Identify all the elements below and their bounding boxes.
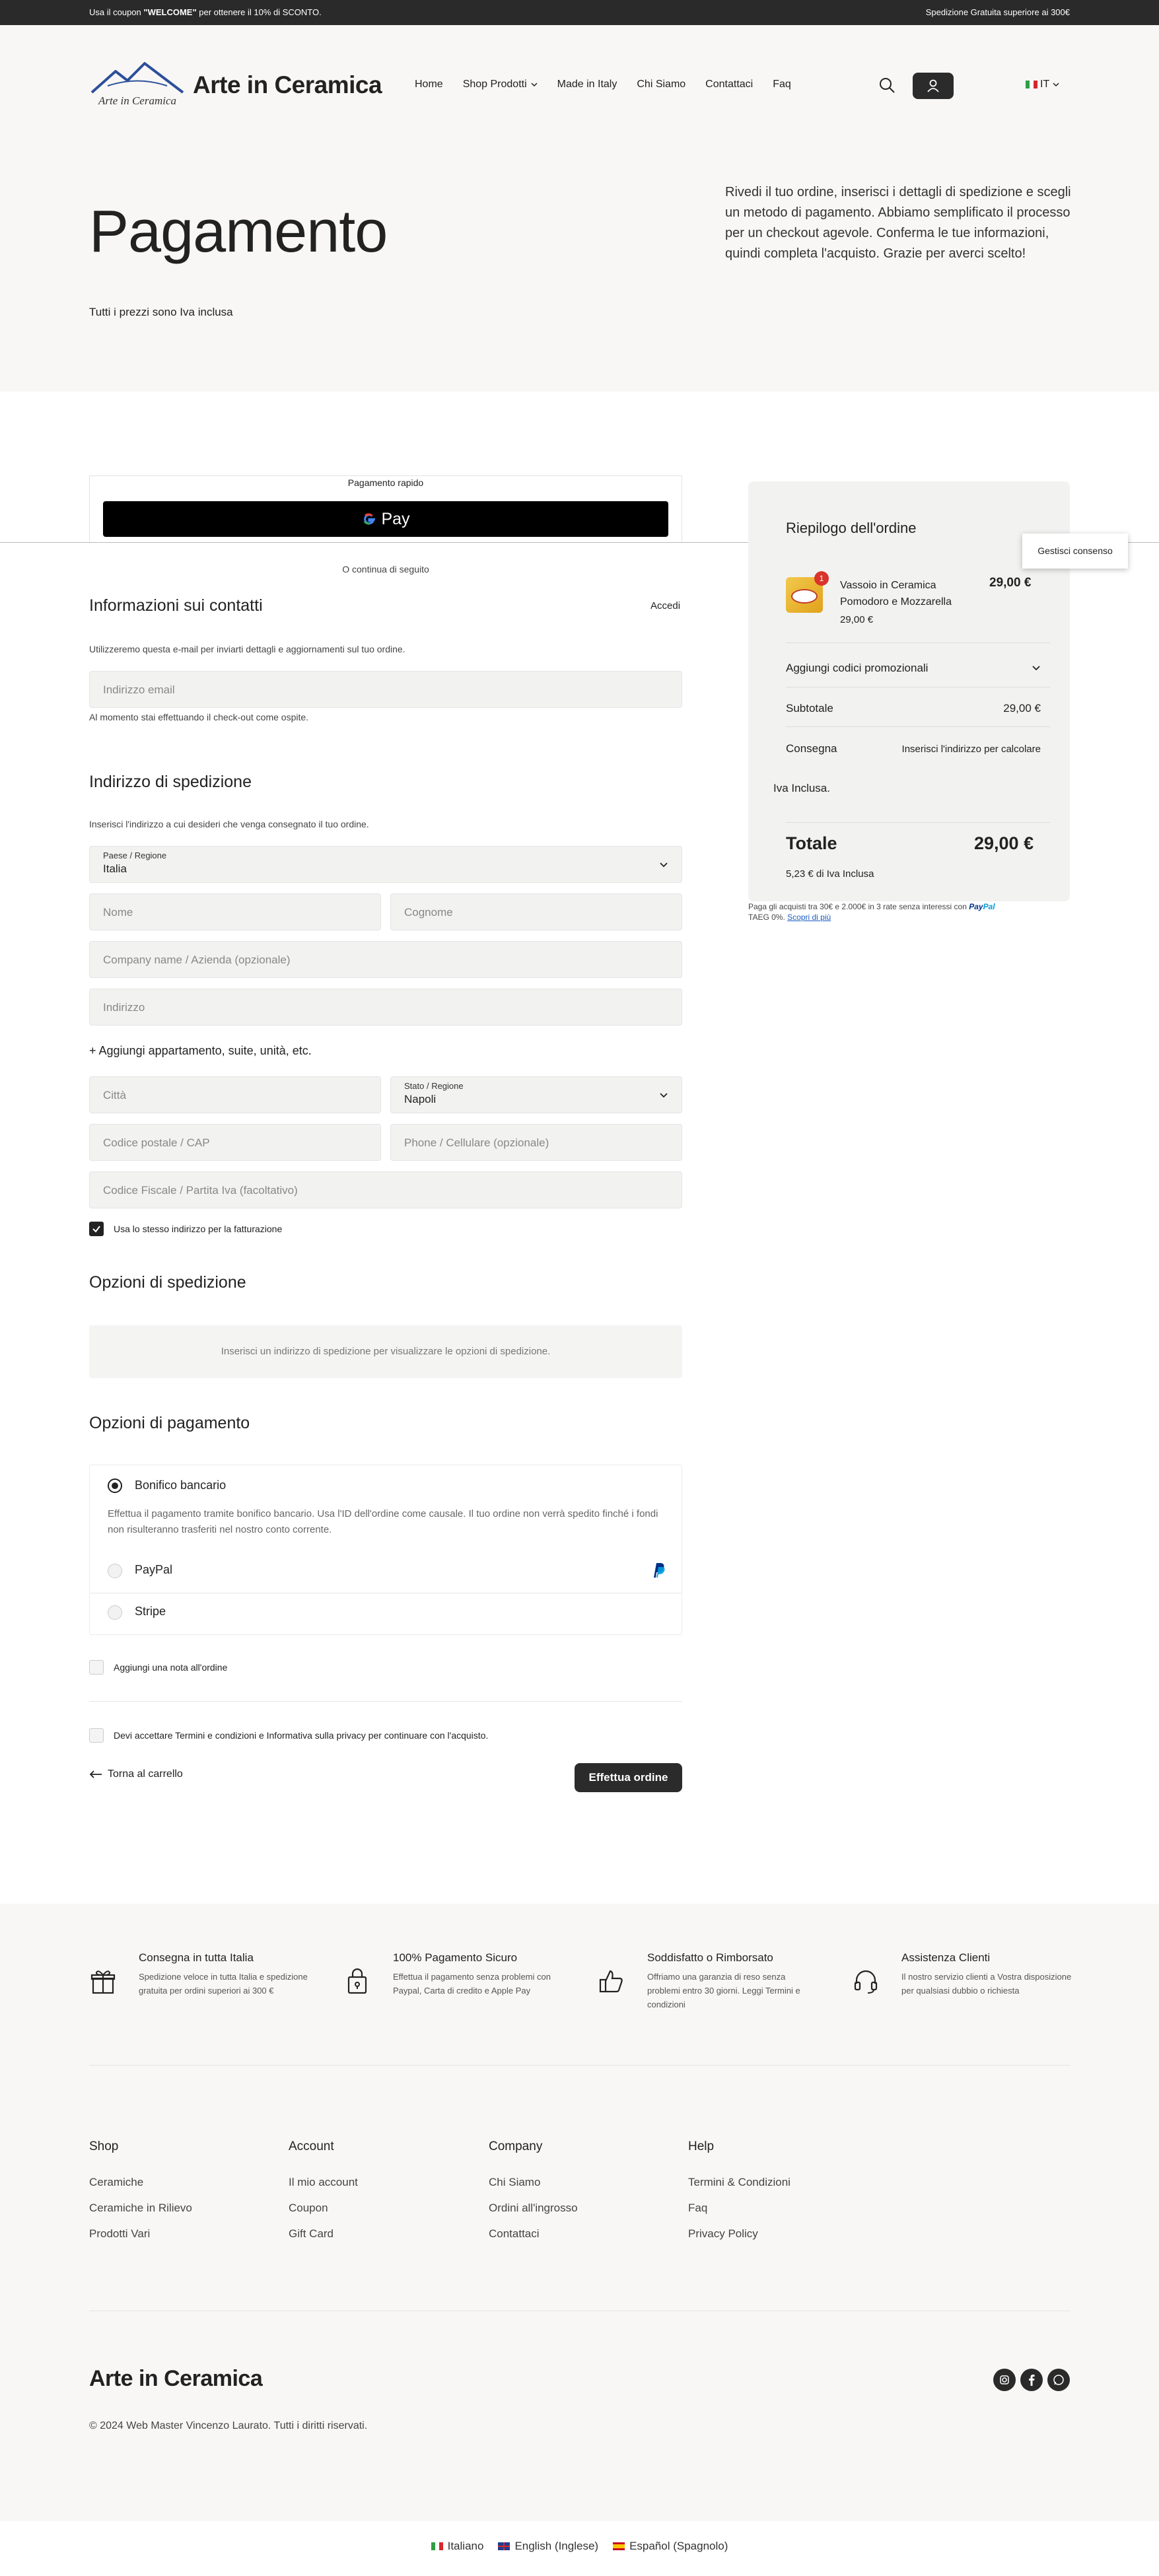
add-apartment-link[interactable]: + Aggiungi appartamento, suite, unità, etc. bbox=[89, 1044, 312, 1057]
footer-link[interactable]: Coupon bbox=[289, 2202, 328, 2214]
paypal-installments-note: Paga gli acquisti tra 30€ e 2.000€ in 3 rate senza interessi con PayPal TAEG 0%. Scopri di più bbox=[748, 902, 995, 922]
feature-delivery: Consegna in tutta Italia Spedizione veloce in tutta Italia e spedizione gratuita per ordini superiori ai 300 € bbox=[139, 1951, 308, 1996]
prices-note: Tutti i prezzi sono Iva inclusa bbox=[89, 306, 233, 318]
hero-intro: Rivedi il tuo ordine, inserisci i dettagli di spedizione e scegli un metodo di pagamento. Abbiamo semplificato il processo per un checkout agevole. Conferma le tue informazioni, quindi completa l'acquisto. Grazie per averci scelto! bbox=[725, 185, 1071, 261]
nav-shop[interactable]: Shop Prodotti bbox=[463, 79, 538, 90]
language-bar bbox=[0, 2521, 1159, 2576]
announcement-bar bbox=[0, 0, 1159, 25]
last-name-field[interactable]: Cognome bbox=[390, 893, 682, 930]
product-thumbnail bbox=[786, 574, 824, 613]
terms-checkbox[interactable] bbox=[89, 1728, 104, 1743]
express-checkout bbox=[89, 475, 682, 543]
place-order-button[interactable]: Effettua ordine bbox=[575, 1763, 682, 1792]
thumbs-up-icon bbox=[598, 1968, 625, 1996]
divider-line bbox=[786, 822, 1050, 823]
order-summary bbox=[748, 481, 1070, 901]
footer-link[interactable]: Ceramiche bbox=[89, 2176, 144, 2188]
copyright: © 2024 Web Master Vincenzo Laurato. Tutti i diritti riservati. bbox=[89, 2420, 368, 2431]
feature-secure-payment: 100% Pagamento Sicuro Effettua il pagamento senza problemi con Paypal, Carta di credito e Apple Pay bbox=[393, 1951, 551, 1996]
country-select[interactable]: Paese / Regione Italia bbox=[89, 846, 682, 883]
logo-text: Arte in Ceramica bbox=[98, 94, 177, 107]
address-field[interactable]: Indirizzo bbox=[89, 989, 682, 1026]
free-shipping-notice: Spedizione Gratuita superiore ai 300€ bbox=[925, 7, 1070, 17]
bank-transfer-label[interactable]: Bonifico bancario bbox=[135, 1479, 227, 1492]
main-nav bbox=[415, 79, 791, 90]
quantity-badge: 1 bbox=[814, 571, 829, 586]
footer-link[interactable]: Faq bbox=[688, 2202, 708, 2214]
google-g-icon bbox=[361, 511, 377, 527]
stripe-label[interactable]: Stripe bbox=[135, 1605, 166, 1618]
italy-flag-icon bbox=[431, 2542, 443, 2550]
page-title: Pagamento bbox=[89, 199, 388, 265]
order-summary-title: Riepilogo dell'ordine bbox=[786, 520, 917, 536]
postcode-field[interactable]: Codice postale / CAP bbox=[89, 1124, 381, 1161]
order-note-label: Aggiungi una nota all'ordine bbox=[114, 1662, 228, 1673]
italy-flag-icon bbox=[1026, 81, 1037, 88]
express-checkout-label: Pagamento rapido bbox=[347, 477, 424, 488]
nav-made-in-italy[interactable]: Made in Italy bbox=[557, 79, 617, 90]
paypal-logo: PayPal bbox=[969, 902, 995, 911]
payment-methods bbox=[89, 1465, 682, 1635]
city-field[interactable]: Città bbox=[89, 1076, 381, 1113]
learn-more-link[interactable]: Scopri di più bbox=[787, 913, 831, 922]
divider-line bbox=[89, 1701, 682, 1702]
whatsapp-icon[interactable] bbox=[1047, 2369, 1070, 2391]
brand-name[interactable]: Arte in Ceramica bbox=[193, 71, 382, 98]
product-total: 29,00 € bbox=[989, 576, 1032, 590]
shipping-address-title: Indirizzo di spedizione bbox=[89, 773, 252, 791]
total-label: Totale bbox=[786, 833, 837, 853]
uk-flag-icon bbox=[498, 2542, 510, 2550]
footer-brand[interactable]: Arte in Ceramica bbox=[89, 2366, 263, 2391]
shipping-options-title: Opzioni di spedizione bbox=[89, 1273, 246, 1292]
total-value: 29,00 € bbox=[974, 833, 1034, 853]
feature-support: Assistenza Clienti Il nostro servizio clienti a Vostra disposizione per qualsiasi dubbio o richiesta bbox=[901, 1951, 1072, 1996]
lock-bag-icon bbox=[343, 1968, 371, 1996]
phone-field[interactable]: Phone / Cellulare (opzionale) bbox=[390, 1124, 682, 1161]
footer-column-company: Company Chi Siamo Ordini all'ingrosso Contattaci bbox=[489, 2140, 578, 2240]
checkmark-icon bbox=[90, 1222, 103, 1236]
bank-transfer-description: Effettua il pagamento tramite bonifico bancario. Usa l'ID dell'ordine come causale. Il tuo ordine non verrà spedito finché i fondi non risulteranno trasferiti nel nostro conto corrente. bbox=[108, 1508, 658, 1535]
footer-link[interactable]: Privacy Policy bbox=[688, 2227, 758, 2240]
nav-chi-siamo[interactable]: Chi Siamo bbox=[637, 79, 686, 90]
footer-link[interactable]: Contattaci bbox=[489, 2227, 540, 2240]
facebook-icon[interactable] bbox=[1020, 2369, 1043, 2391]
language-english[interactable]: English (Inglese) bbox=[498, 2540, 598, 2553]
paypal-label[interactable]: PayPal bbox=[135, 1563, 173, 1576]
product-image bbox=[791, 589, 818, 604]
headset-icon bbox=[852, 1968, 880, 1996]
footer-link[interactable]: Prodotti Vari bbox=[89, 2227, 151, 2240]
search-icon[interactable] bbox=[877, 75, 897, 95]
shipping-options-placeholder: Inserisci un indirizzo di spedizione per visualizzare le opzioni di spedizione. bbox=[89, 1325, 682, 1378]
login-link[interactable]: Accedi bbox=[650, 600, 681, 611]
chevron-down-icon bbox=[1032, 664, 1041, 672]
account-button[interactable] bbox=[913, 73, 954, 99]
footer-column-help: Help Termini & Condizioni Faq Privacy Policy bbox=[688, 2140, 790, 2240]
same-billing-label: Usa lo stesso indirizzo per la fatturazione bbox=[114, 1224, 283, 1234]
chevron-down-icon bbox=[1052, 81, 1060, 88]
contact-description: Utilizzeremo questa e-mail per inviarti dettagli e aggiornamenti sul tuo ordine. bbox=[89, 644, 405, 654]
tax-code-field[interactable]: Codice Fiscale / Partita Iva (facoltativo) bbox=[89, 1171, 682, 1208]
divider-line bbox=[786, 726, 1050, 727]
nav-home[interactable]: Home bbox=[415, 79, 443, 90]
spain-flag-icon bbox=[613, 2542, 625, 2550]
chevron-down-icon bbox=[659, 861, 668, 869]
same-billing-checkbox[interactable] bbox=[89, 1222, 104, 1236]
user-icon bbox=[926, 79, 940, 93]
paypal-radio[interactable] bbox=[108, 1564, 122, 1578]
arrow-left-icon bbox=[89, 1770, 102, 1779]
company-field[interactable]: Company name / Azienda (opzionale) bbox=[89, 941, 682, 978]
instagram-icon[interactable] bbox=[993, 2369, 1016, 2391]
feature-refund: Soddisfatto o Rimborsato Offriamo una garanzia di reso senza problemi entro 30 giorni. Leggi Termini e condizioni bbox=[647, 1951, 800, 2009]
stripe-radio[interactable] bbox=[108, 1605, 122, 1620]
payment-options-title: Opzioni di pagamento bbox=[89, 1414, 250, 1432]
coupon-notice: Usa il coupon "WELCOME" per ottenere il 10% di SCONTO. bbox=[89, 7, 322, 17]
bank-transfer-radio[interactable] bbox=[108, 1479, 122, 1493]
first-name-field[interactable]: Nome bbox=[89, 893, 381, 930]
contact-section-title: Informazioni sui contatti bbox=[89, 596, 263, 615]
subtotal-row: Subtotale 29,00 € bbox=[786, 702, 1041, 714]
divider-line bbox=[89, 2065, 1070, 2066]
footer-column-account: Account Il mio account Coupon Gift Card bbox=[289, 2140, 358, 2240]
language-switcher[interactable]: IT bbox=[1026, 79, 1060, 90]
state-select[interactable]: Stato / Regione Napoli bbox=[390, 1076, 682, 1113]
email-field[interactable]: Indirizzo email bbox=[89, 671, 682, 708]
footer-link[interactable]: Chi Siamo bbox=[489, 2176, 541, 2188]
vat-included-note: Iva Inclusa. bbox=[773, 782, 830, 794]
product-name: Vassoio in Ceramica Pomodoro e Mozzarella bbox=[840, 580, 952, 608]
chevron-down-icon bbox=[531, 81, 538, 88]
or-continue-text: O continua di seguito bbox=[342, 564, 429, 574]
manage-consent-button[interactable]: Gestisci consenso bbox=[1022, 534, 1128, 569]
product-unit-price: 29,00 € bbox=[840, 614, 874, 625]
footer-link[interactable]: Termini & Condizioni bbox=[688, 2176, 790, 2188]
promo-code-toggle[interactable]: Aggiungi codici promozionali bbox=[786, 662, 1050, 675]
nav-faq[interactable]: Faq bbox=[773, 79, 791, 90]
nav-contattaci[interactable]: Contattaci bbox=[705, 79, 754, 90]
gift-icon bbox=[89, 1968, 117, 1996]
paypal-icon bbox=[651, 1562, 666, 1579]
footer-column-shop: Shop Ceramiche Ceramiche in Rilievo Prodotti Vari bbox=[89, 2140, 192, 2240]
google-pay-button[interactable]: Pay bbox=[103, 501, 668, 537]
footer-link[interactable]: Ordini all'ingrosso bbox=[489, 2202, 578, 2214]
vat-amount: 5,23 € di Iva Inclusa bbox=[786, 868, 874, 880]
guest-checkout-note: Al momento stai effettuando il check-out come ospite. bbox=[89, 712, 309, 722]
footer-link[interactable]: Gift Card bbox=[289, 2227, 334, 2240]
shipping-address-description: Inserisci l'indirizzo a cui desideri che venga consegnato il tuo ordine. bbox=[89, 819, 369, 829]
chevron-down-icon bbox=[659, 1092, 668, 1099]
order-note-checkbox[interactable] bbox=[89, 1660, 104, 1675]
language-italiano[interactable]: Italiano bbox=[431, 2540, 484, 2553]
footer-link[interactable]: Il mio account bbox=[289, 2176, 358, 2188]
delivery-row: Consegna Inserisci l'indirizzo per calcolare bbox=[786, 742, 1041, 755]
back-to-cart-link[interactable]: Torna al carrello bbox=[89, 1768, 183, 1780]
footer-link[interactable]: Ceramiche in Rilievo bbox=[89, 2202, 192, 2214]
terms-label: Devi accettare Termini e condizioni e Informativa sulla privacy per continuare con l'acquisto. bbox=[114, 1730, 489, 1741]
language-espanol[interactable]: Español (Spagnolo) bbox=[613, 2540, 728, 2553]
site-logo[interactable] bbox=[89, 40, 186, 107]
